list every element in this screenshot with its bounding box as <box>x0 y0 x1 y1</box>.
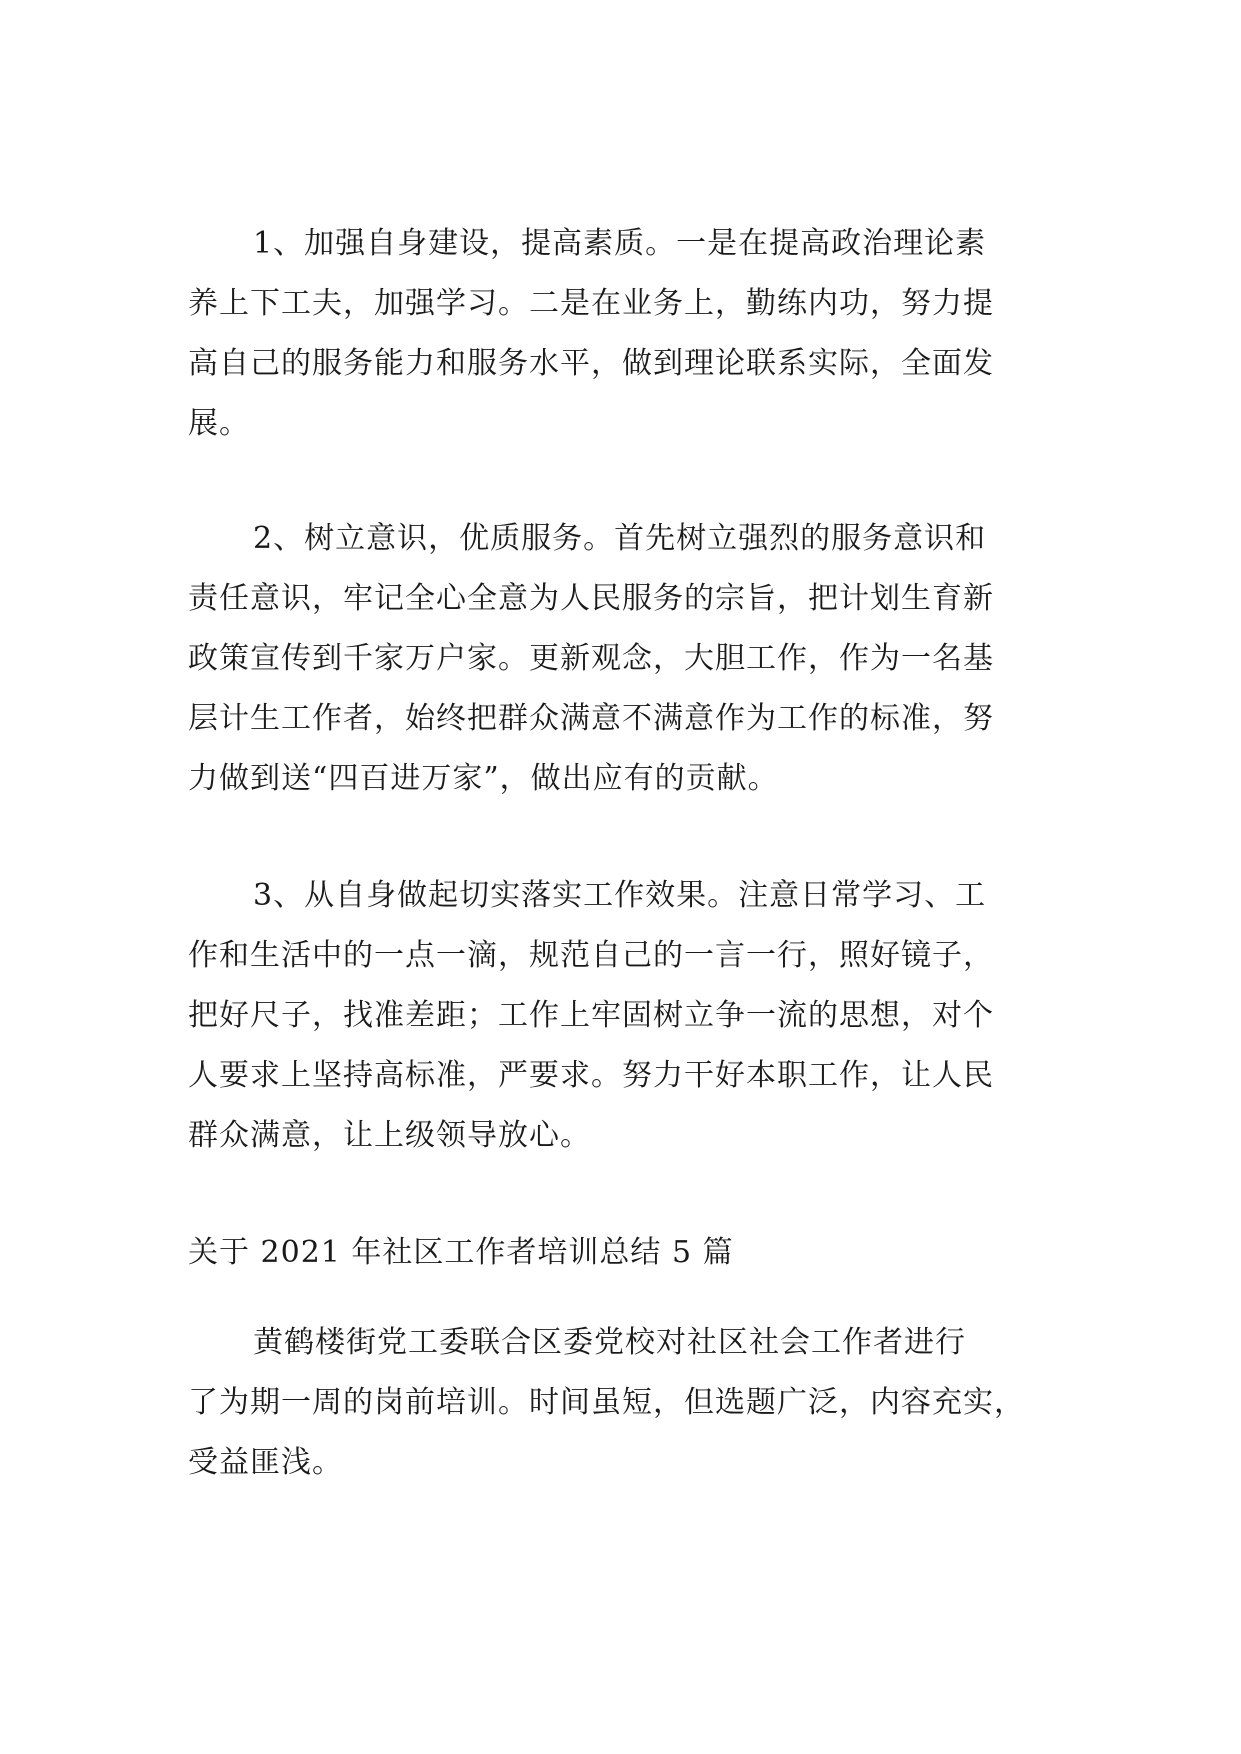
section-heading-text: 关于 2021 年社区工作者培训总结 5 篇 <box>188 1235 734 1270</box>
paragraph-service-awareness <box>188 509 1058 809</box>
paragraph-line: 了为期一周的岗前培训。时间虽短，但选题广泛，内容充实， <box>188 1385 1025 1420</box>
paragraph-line: 政策宣传到千家万户家。更新观念，大胆工作，作为一名基 <box>188 641 994 676</box>
paragraph-line: 1、加强自身建设，提高素质。一是在提高政治理论素 <box>253 226 987 261</box>
paragraph-line: 把好尺子，找准差距；工作上牢固树立争一流的思想，对个 <box>188 998 994 1033</box>
paragraph-line: 群众满意，让上级领导放心。 <box>188 1118 591 1153</box>
paragraph-line: 3、从自身做起切实落实工作效果。注意日常学习、工 <box>253 878 987 913</box>
paragraph-line: 责任意识，牢记全心全意为人民服务的宗旨，把计划生育新 <box>188 581 994 616</box>
paragraph-line: 养上下工夫，加强学习。二是在业务上，勤练内功，努力提 <box>188 286 994 321</box>
paragraph-line: 受益匪浅。 <box>188 1445 343 1480</box>
section-heading <box>188 1223 1058 1283</box>
paragraph-line: 人要求上坚持高标准，严要求。努力干好本职工作，让人民 <box>188 1058 994 1093</box>
paragraph-work-results <box>188 866 1058 1166</box>
paragraph-line: 作和生活中的一点一滴，规范自己的一言一行，照好镜子， <box>188 938 994 973</box>
paragraph-line: 展。 <box>188 406 250 441</box>
paragraph-self-building <box>188 214 1058 454</box>
paragraph-line: 层计生工作者，始终把群众满意不满意作为工作的标准，努 <box>188 701 994 736</box>
paragraph-line: 高自己的服务能力和服务水平，做到理论联系实际，全面发 <box>188 346 994 381</box>
paragraph-line: 2、树立意识，优质服务。首先树立强烈的服务意识和 <box>253 521 987 556</box>
paragraph-line: 力做到送“四百进万家”，做出应有的贡献。 <box>188 761 779 796</box>
paragraph-intro <box>188 1313 1058 1493</box>
paragraph-line: 黄鹤楼街党工委联合区委党校对社区社会工作者进行 <box>253 1325 966 1360</box>
